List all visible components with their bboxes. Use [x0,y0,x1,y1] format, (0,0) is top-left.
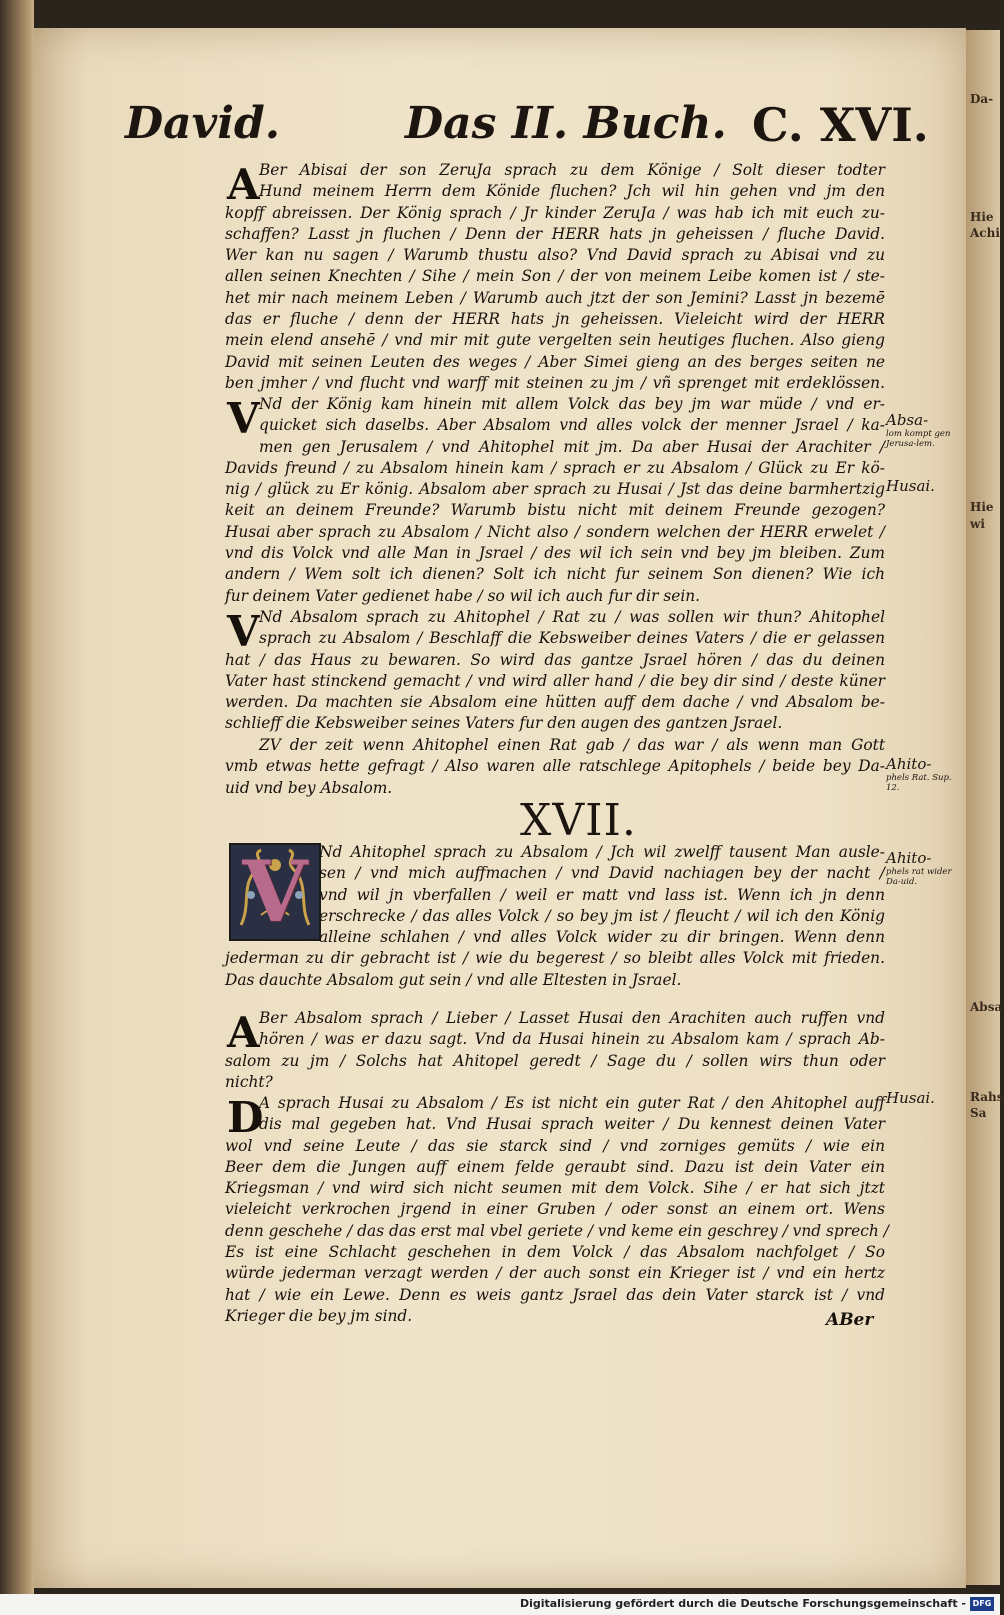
text-line: denn geschehe / das das erst mal vbel geriete / vnd keme ein geschrey / vnd sprech / [225,1221,889,1240]
text-line: Das dauchte Absalom gut sein / vnd alle Eltesten in Jsrael. [225,970,682,989]
margin-note-husai [886,478,964,495]
text-line: nig / glück zu Er könig. Absalom aber sprach zu Husai / Jst das deine barmhertzig [225,480,885,499]
text-line: wol vnd seine Leute / das sie starck sind / vnd zorniges gemüts / wie ein [225,1136,885,1155]
text-line: das er fluche / denn der HERR hats jn geheissen. Vieleicht wird der HERR [225,310,885,329]
initial-letter: V [227,394,260,443]
text-line: vieleicht verkrochen jrgend in einer Gruben / oder sonst an einem ort. Wens [225,1200,885,1219]
text-line: nicht? [225,1072,273,1091]
text-line: hat / wie ein Lewe. Denn es weis gantz Jsrael das dein Vater starck ist / vnd [225,1285,885,1304]
text-line: Es ist eine Schlacht geschehen in dem Volck / das Absalom nachfolget / So [225,1243,885,1262]
initial-letter: A [227,160,260,209]
text-line: salom zu jm / Solchs hat Ahitopel geredt / Sage du / sollen wirs thun oder [225,1051,885,1070]
margin-note-text: lom kompt gen Jerusa-lem. [886,429,951,449]
text-line: alleine schlahen / vnd alles Volck wider zu dir bringen. Wenn denn [319,928,885,947]
margin-note-absalom [886,412,964,449]
text-line: sprach zu Absalom / Beschlaff die Kebsweiber deines Vaters / die er gelassen [259,629,885,648]
text-line: vnd dis Volck vnd alle Man in Jsrael / des wil ich sein vnd bey jm bleiben. Zum [225,544,885,563]
facing-fragment: Achi [970,226,1000,240]
margin-note-husai-2 [886,1090,964,1107]
facing-fragment: Rahs [970,1090,1004,1104]
text-line: Hund meinem Herrn dem Könide fluchen? Jch wil hin gehen vnd jm den [259,182,885,201]
margin-note-text: phels rat wider Da-uid. [886,867,952,887]
margin-note-ahitophel [886,756,964,793]
text-line: andern / Wem solt ich dienen? Solt ich nicht fur seinem Son dienen? Wie ich [225,565,885,584]
book-spine [0,0,34,1615]
facing-fragment: wi [970,517,985,531]
facing-fragment: Sa [970,1106,987,1120]
text-line: men gen Jerusalem / vnd Ahitophel mit jm. Da aber Husai der Arachiter / [259,437,885,456]
text-line: hat / das Haus zu bewaren. So wird das gantze Jsrael hören / das du deinen [225,650,885,669]
paragraph-6 [225,1008,885,1093]
text-line: ZV der zeit wenn Ahitophel einen Rat gab / das war / als wenn man Gott [259,736,885,754]
margin-note-text: phels Rat. Sup. 12. [886,773,952,793]
text-line: hören / was er dazu sagt. Vnd da Husai hinein zu Absalom kam / sprach Ab- [259,1030,885,1049]
text-line: fur deinem Vater gedienet habe / so wil ich auch fur dir sein. [225,586,701,605]
text-line: mein elend ansehē / vnd mir mit gute vergelten sein heutiges fluchen. Also gieng [225,331,885,350]
facing-fragment: Absa [970,1000,1003,1014]
margin-note-title: Absa- [886,411,929,429]
text-line: A sprach Husai zu Absalom / Es ist nicht ein guter Rat / den Ahitophel auff [259,1094,885,1112]
ornate-initial-letter: V [242,842,308,941]
text-line: Davids freund / zu Absalom hinein kam / sprach er zu Absalom / Glück zu Er kö- [225,458,885,477]
text-line: schlieff die Kebsweiber seines Vaters fur den augen des gantzen Jsrael. [225,714,783,733]
text-line: Krieger die bey jm sind. [225,1306,413,1325]
margin-note-title: Husai. [886,1089,935,1107]
text-line: vnd wil jn vberfallen / weil er matt vnd lass ist. Wenn ich jn denn [319,885,885,904]
initial-letter: V [227,607,260,656]
text-line: Vater hast stinckend gemacht / vnd wird aller hand / die bey dir sind / deste küner [225,671,885,690]
text-line: Nd Absalom sprach zu Ahitophel / Rat zu / was sollen wir thun? Ahitophel [259,608,885,626]
initial-letter: D [227,1093,264,1142]
paragraph-7 [225,1093,889,1327]
text-line: würde jederman verzagt werden / der auch sonst ein Krieger ist / vnd ein hertz [225,1264,885,1283]
text-line: jederman zu dir gebracht ist / wie du begerest / so bleibt alles Volck mit frieden. [225,949,885,968]
facing-fragment: Hie [970,210,994,224]
paragraph-2 [225,394,885,607]
running-head-left: David. [125,98,281,149]
text-line: quicket sich daselbs. Aber Absalom vnd alles volck der menner Jsrael / ka- [259,416,885,435]
text-line: ben jmher / vnd flucht vnd warff mit steinen zu jm / vñ sprenget mit erdeklössen. [225,373,885,392]
text-line: het mir nach meinem Leben / Warumb auch jtzt der son Jemini? Lasst jn bezemē [225,288,885,307]
text-line: Husai aber sprach zu Absalom / Nicht also / sondern welchen der HERR erwelet / [225,522,885,541]
text-line: Kriegsman / vnd wird sich nicht seumen mit dem Volck. Sihe / er hat sich jtzt [225,1179,885,1198]
text-line: Wer kan nu sagen / Warumb thustu also? Vnd David sprach zu Abisai vnd zu [225,246,885,265]
catchword: ABer [826,1310,874,1330]
margin-note-ahitophel-rat [886,850,964,887]
dfg-logo: DFG [970,1597,994,1611]
text-line: Nd Ahitophel sprach zu Absalom / Jch wil zwelff tausent Man ausle- [319,843,885,861]
running-head-title: Das II. Buch. [405,98,727,149]
text-line: erschrecke / das alles Volck / so bey jm ist / fleucht / wil ich den König [319,906,885,925]
margin-note-title: Ahito- [886,755,932,773]
facing-fragment: Hie [970,500,994,514]
footer-bar [0,1594,1000,1615]
text-line: Ber Absalom sprach / Lieber / Lasset Husai den Arachiten auch ruffen vnd [259,1009,885,1027]
text-line: Beer dem die Jungen auff einem felde geraubt sind. Dazu ist dein Vater ein [225,1157,885,1176]
initial-letter: A [227,1008,260,1057]
facing-page-edge [966,30,1004,1585]
paragraph-1 [225,160,885,394]
text-line: werden. Da machten sie Absalom eine hütten auff dem dache / vnd Absalom be- [225,693,885,712]
text-line: keit an deinem Freunde? Warumb bistu nicht mit deinem Freunde gezogen? [225,501,885,520]
footer-credit: Digitalisierung gefördert durch die Deutsche Forschungsgemeinschaft - [519,1597,966,1610]
paragraph-4 [225,735,885,799]
chapter-heading: XVII. [520,795,637,846]
paragraph-5 [225,842,885,991]
text-line: kopff abreissen. Der König sprach / Jr kinder ZeruJa / was hab ich mit euch zu- [225,203,885,222]
text-line: vmb etwas hette gefragt / Also waren alle ratschlege Apitophels / beide bey Da- [225,757,885,776]
text-line: allen seinen Knechten / Sihe / mein Son / der von meinem Leibe komen ist / ste- [225,267,885,286]
text-line: sen / vnd mich auffmachen / vnd David nachiagen bey der nacht / [319,864,885,883]
text-line: dis mal gegeben hat. Vnd Husai sprach weiter / Du kennest deinen Vater [259,1115,885,1134]
margin-note-title: Ahito- [886,849,932,867]
margin-note-title: Husai. [886,477,935,495]
text-line: Nd der König kam hinein mit allem Volck das bey jm war müde / vnd er- [259,395,885,413]
paragraph-3 [225,607,885,735]
text-line: Ber Abisai der son ZeruJa sprach zu dem Könige / Solt dieser todter [259,161,885,179]
facing-fragment: Da- [970,92,994,106]
text-line: uid vnd bey Absalom. [225,778,393,797]
text-line: David mit seinen Leuten des weges / Aber Simei gieng an des berges seiten ne [225,352,885,371]
running-head-folio: C. XVI. [752,98,929,152]
text-line: schaffen? Lasst jn fluchen / Denn der HERR hats jn geheissen / fluche David. [225,224,885,243]
